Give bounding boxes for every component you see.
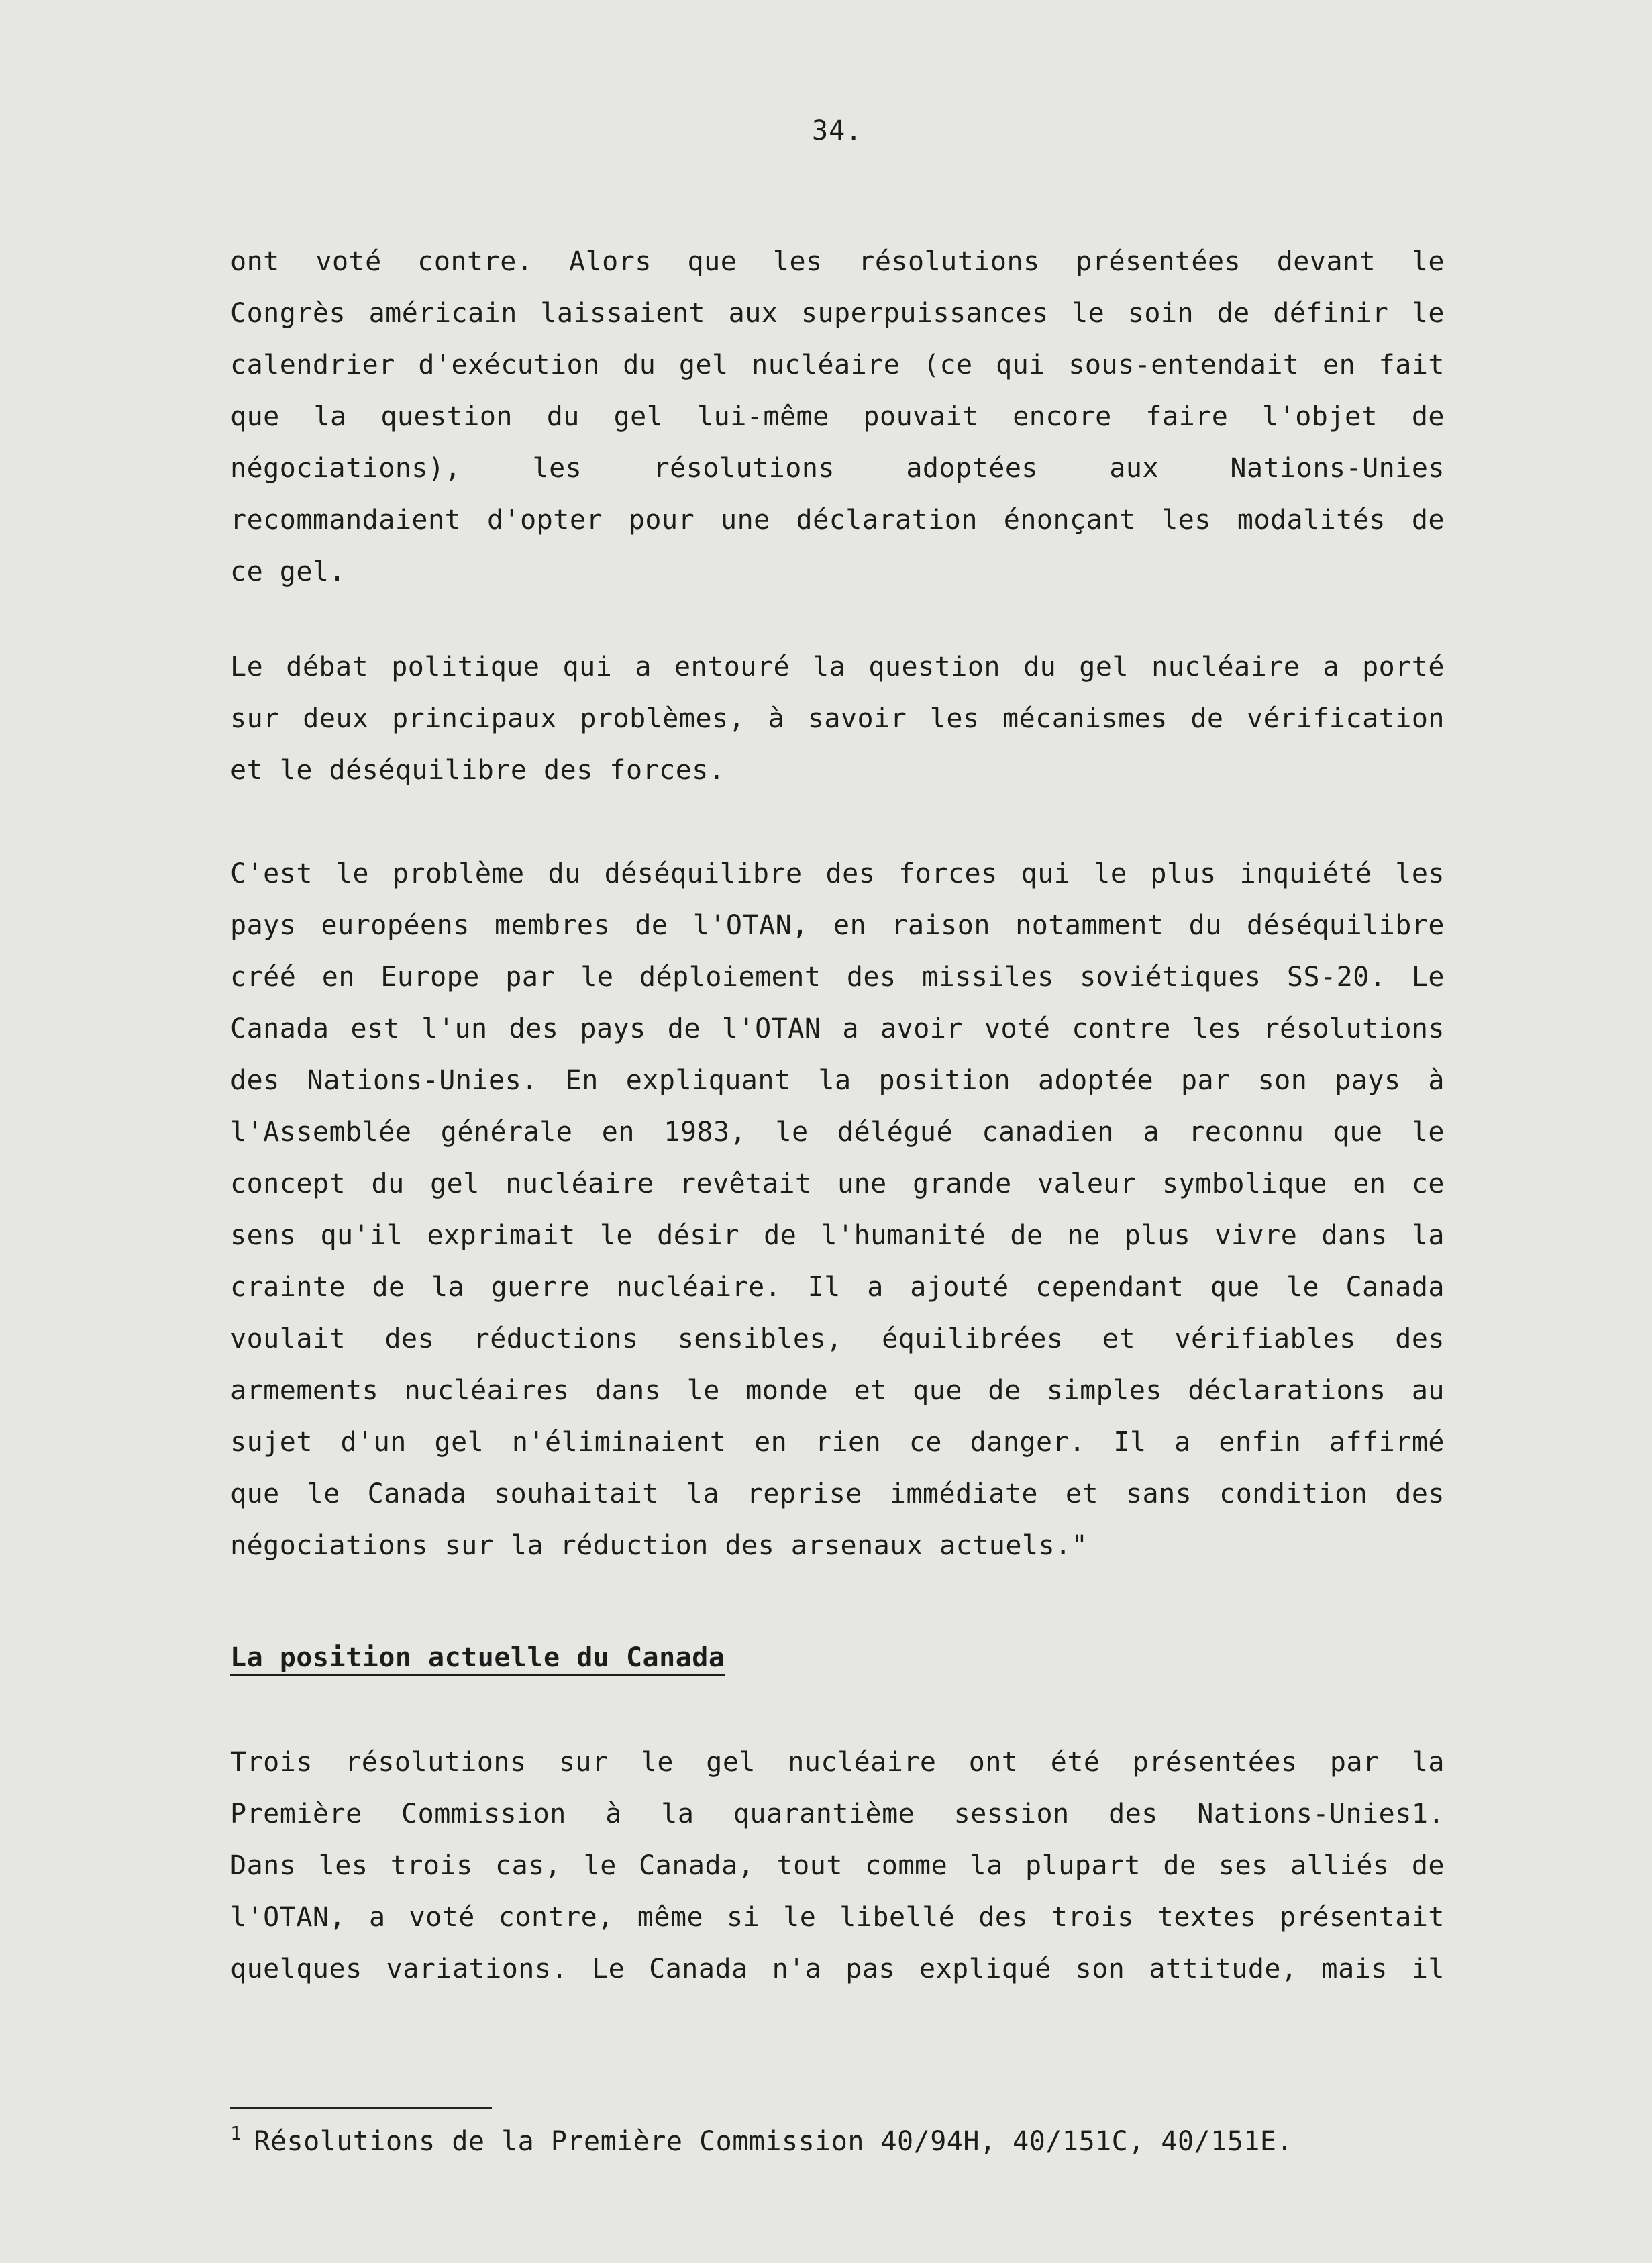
text-line: quelques variations. Le Canada n'a pas expliqué son attitude, mais il (230, 1954, 1445, 1984)
text-line: Première Commission à la quarantième session des Nations-Unies1. (230, 1799, 1445, 1829)
text-line: pays européens membres de l'OTAN, en raison notamment du déséquilibre (230, 910, 1445, 941)
text-line: négociations), les résolutions adoptées aux Nations-Unies (230, 453, 1445, 484)
text-line: sur deux principaux problèmes, à savoir les mécanismes de vérification (230, 703, 1445, 734)
paragraph-4 (230, 1737, 1445, 1995)
footnote-marker: 1 (230, 2122, 242, 2144)
footnote-divider (230, 2107, 492, 2109)
text-line: Dans les trois cas, le Canada, tout comme la plupart de ses alliés de (230, 1850, 1445, 1881)
text-line: l'Assemblée générale en 1983, le délégué canadien a reconnu que le (230, 1117, 1445, 1148)
text-line: l'OTAN, a voté contre, même si le libellé des trois textes présentait (230, 1902, 1445, 1933)
text-line: Trois résolutions sur le gel nucléaire ont été présentées par la (230, 1747, 1445, 1778)
footnote (230, 2122, 1294, 2157)
text-line: recommandaient d'opter pour une déclaration énonçant les modalités de (230, 505, 1445, 536)
section-heading: La position actuelle du Canada (230, 1642, 725, 1673)
paragraph-3 (230, 848, 1445, 1572)
text-line: voulait des réductions sensibles, équilibrées et vérifiables des (230, 1323, 1445, 1354)
text-line: sens qu'il exprimait le désir de l'humanité de ne plus vivre dans la (230, 1220, 1445, 1251)
text-line: ont voté contre. Alors que les résolutions présentées devant le (230, 246, 1445, 277)
text-line: et le déséquilibre des forces. (230, 755, 725, 786)
text-line: des Nations-Unies. En expliquant la position adoptée par son pays à (230, 1065, 1445, 1096)
text-line: Le débat politique qui a entouré la question du gel nucléaire a porté (230, 652, 1445, 683)
text-line: Congrès américain laissaient aux superpuissances le soin de définir le (230, 298, 1445, 329)
text-line: concept du gel nucléaire revêtait une grande valeur symbolique en ce (230, 1168, 1445, 1199)
text-line: armements nucléaires dans le monde et que de simples déclarations au (230, 1375, 1445, 1406)
paragraph-2 (230, 642, 1445, 797)
text-line: calendrier d'exécution du gel nucléaire (ce qui sous-entendait en fait (230, 350, 1445, 381)
text-line: sujet d'un gel n'éliminaient en rien ce danger. Il a enfin affirmé (230, 1427, 1445, 1458)
text-line: que le Canada souhaitait la reprise immédiate et sans condition des (230, 1478, 1445, 1509)
text-line: Canada est l'un des pays de l'OTAN a avoir voté contre les résolutions (230, 1013, 1445, 1044)
text-line: négociations sur la réduction des arsenaux actuels." (230, 1530, 1088, 1561)
paragraph-1 (230, 236, 1445, 598)
text-line: créé en Europe par le déploiement des missiles soviétiques SS-20. Le (230, 962, 1445, 993)
text-line: ce gel. (230, 556, 346, 587)
page-number: 34. (812, 115, 863, 146)
footnote-text: Résolutions de la Première Commission 40/94H, 40/151C, 40/151E. (254, 2126, 1294, 2157)
text-line: que la question du gel lui-même pouvait encore faire l'objet de (230, 401, 1445, 432)
text-line: crainte de la guerre nucléaire. Il a ajouté cependant que le Canada (230, 1272, 1445, 1303)
text-line: C'est le problème du déséquilibre des forces qui le plus inquiété les (230, 858, 1445, 889)
